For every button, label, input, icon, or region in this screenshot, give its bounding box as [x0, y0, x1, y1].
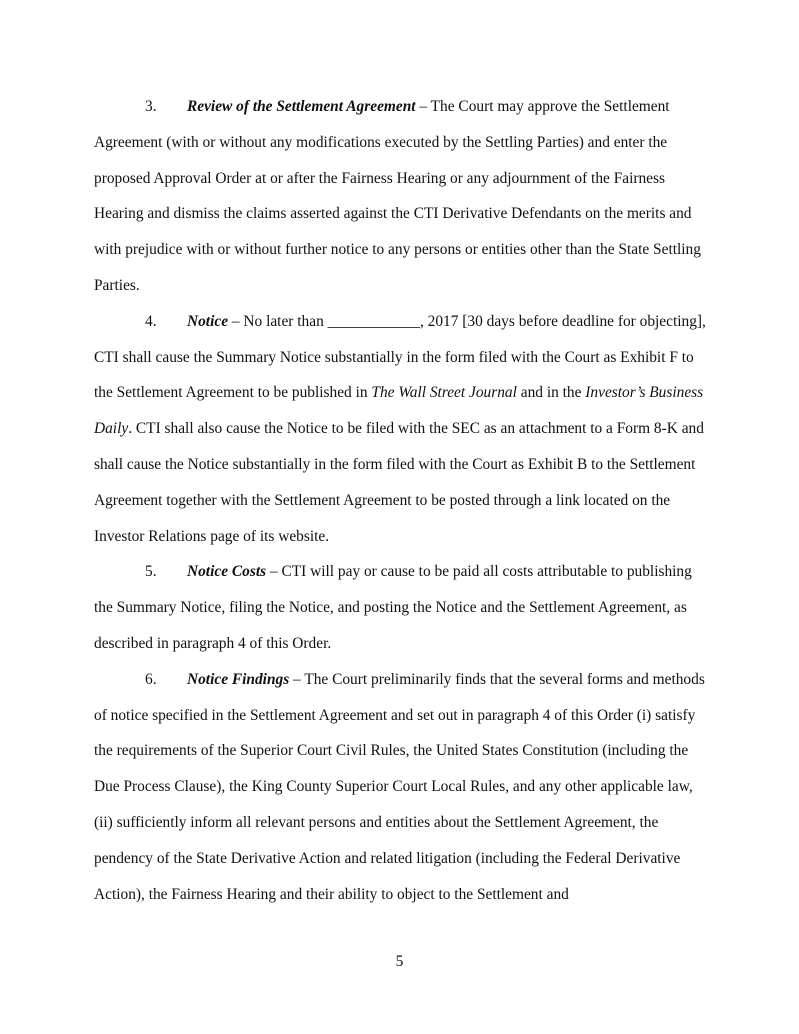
paragraph-6	[94, 662, 706, 913]
paragraph-heading: Review of the Settlement Agreement	[187, 98, 416, 115]
publication-title: Investor’s Business Daily	[94, 384, 704, 438]
publication-title: The Wall Street Journal	[371, 384, 517, 402]
paragraph-heading: Notice Costs	[187, 563, 267, 581]
paragraph-text: – The Court may approve the Settlement Agreement (with or without any modifications executed by the Settling Parties) and enter the proposed Approval Order at or after the Fairness Hearing or any adjournment of the Fairness Hearing and dismiss the claims asserted against the CTI Derivative Defendants on the merits and with prejudice with or without further notice to any persons or entities other than the State Settling Parties.	[94, 98, 701, 294]
paragraph-number: 5.	[145, 563, 157, 581]
page-number: 5	[395, 953, 404, 970]
paragraph-text: – CTI will pay or cause to be paid all costs attributable to publishing the Summary Notice, filing the Notice, and posting the Notice and the Settlement Agreement, as described in paragraph 4 of this Order.	[94, 563, 692, 652]
paragraph-4	[94, 304, 706, 555]
paragraph-number: 3.	[145, 98, 157, 115]
paragraph-heading: Notice	[187, 312, 229, 330]
paragraph-heading: Notice Findings	[187, 670, 290, 688]
paragraph-text: – The Court preliminarily finds that the several forms and methods of notice specified in the Settlement Agreement and set out in paragraph 4 of this Order (i) satisfy the requirements of the Superior Court Civil Rules, the United States Constitution (including the Due Process Clause), the King County Superior Court Local Rules, and any other applicable law, (ii) sufficiently inform all relevant persons and entities about the Settlement Agreement, the pendency of the State Derivative Action and related litigation (including the Federal Derivative Action), the Fairness Hearing and their ability to object to the Settlement and	[94, 670, 705, 903]
paragraph-number: 6.	[145, 670, 157, 688]
paragraph-number: 4.	[145, 312, 157, 330]
paragraph-5	[94, 554, 706, 661]
paragraph-3	[94, 89, 706, 304]
paragraph-text: . CTI shall also cause the Notice to be filed with the SEC as an attachment to a Form 8-K and shall cause the Notice substantially in the form filed with the Court as Exhibit B to the Settlement Agreement together with the Settlement Agreement to be posted through a link located on the Investor Relations page of its website.	[94, 420, 704, 545]
document-body	[94, 89, 706, 912]
paragraph-text: and in the	[516, 384, 586, 402]
paragraph-text: – No later than ____________, 2017 [30 days before deadline for objecting], CTI shall cause the Summary Notice substantially in the form filed with the Court as Exhibit F to the Settlement Agreement to be published in	[94, 312, 706, 402]
